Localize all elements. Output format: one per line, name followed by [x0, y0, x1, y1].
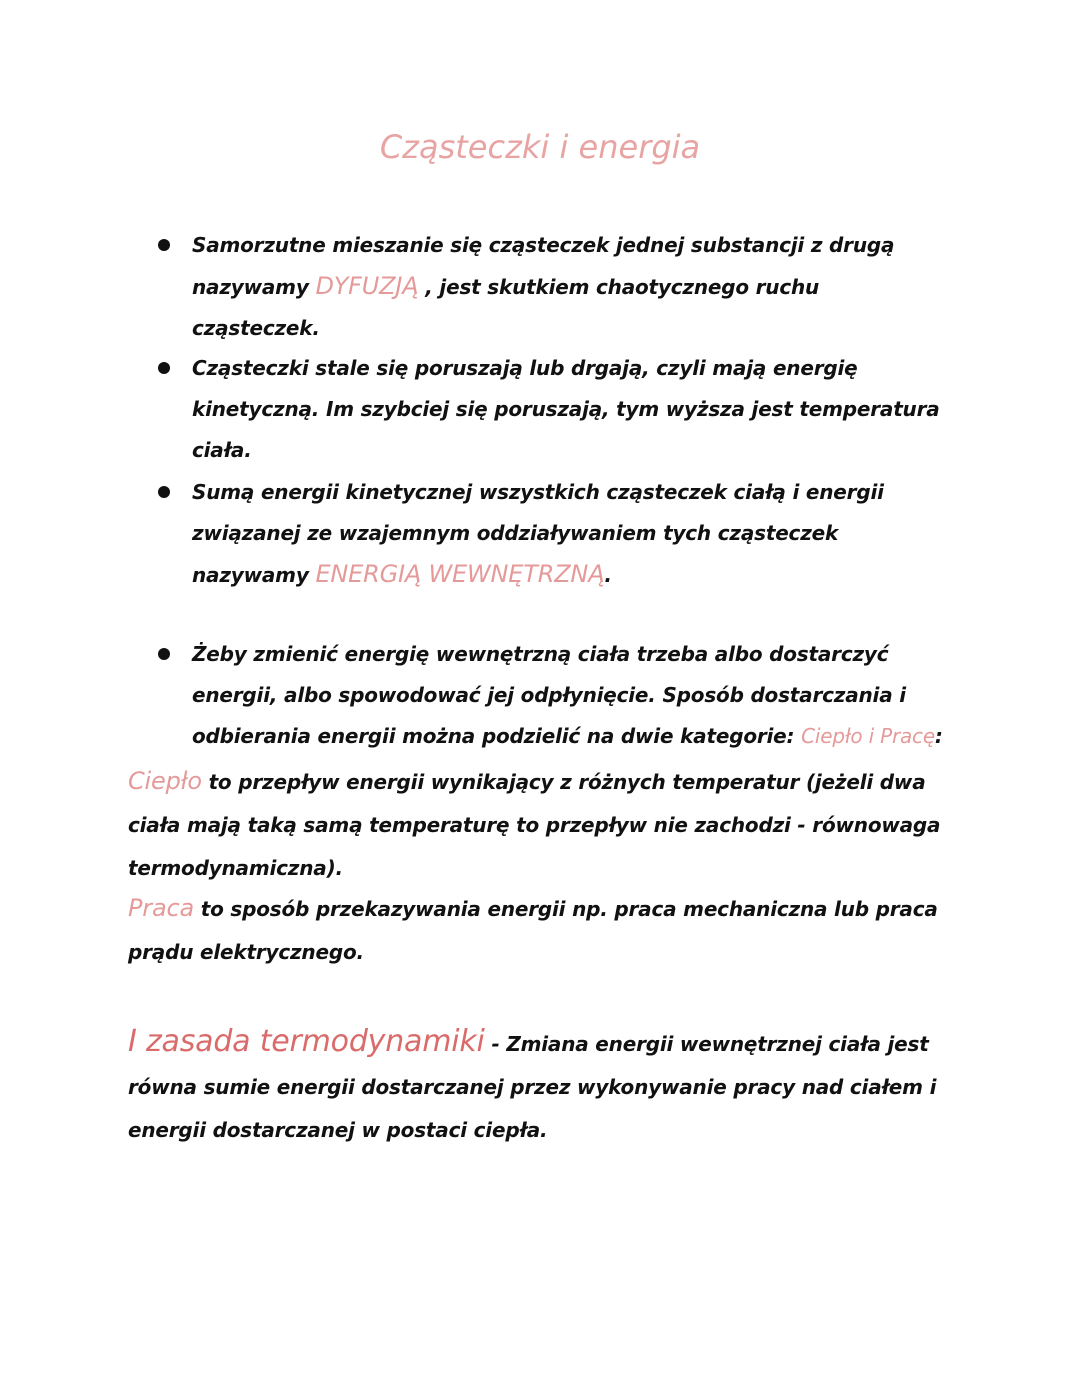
bullet-internal-energy	[158, 472, 948, 596]
bullet-text-pre: Żeby zmienić energię wewnętrzną ciała trzeba albo dostarczyć energii, albo spowodować jej odpłynięcie. Sposób dostarczania i odbierania energii można podzielić na dwie kategorie:	[192, 642, 906, 748]
bullet-dot	[158, 239, 170, 251]
bullet-dot	[158, 648, 170, 660]
bullet-text-pre: Samorzutne mieszanie się cząsteczek jednej substancji z drugą nazywamy	[192, 233, 895, 299]
work-text: to sposób przekazywania energii np. praca mechaniczna lub praca prądu elektrycznego.	[128, 897, 938, 964]
term-heat: Ciepło	[128, 767, 202, 795]
term-work: Praca	[128, 894, 194, 922]
page-title: Cząsteczki i energia	[379, 128, 701, 166]
term-first-law: I zasada termodynamiki	[128, 1024, 485, 1059]
bullet-dot	[158, 486, 170, 498]
bullet-kinetic-energy	[158, 348, 948, 471]
term-diffusion: DYFUZJĄ	[315, 272, 419, 300]
heat-definition	[128, 760, 948, 890]
bullet-diffusion	[158, 225, 948, 349]
term-heat-and-work: Ciepło i Pracę	[801, 724, 935, 748]
bullet-text	[192, 472, 948, 596]
work-definition	[128, 887, 948, 974]
first-law	[128, 1020, 948, 1152]
bullet-text-post: .	[604, 563, 612, 587]
bullet-text-post: , jest skutkiem chaotycznego ruchu cząsteczek.	[192, 275, 820, 340]
bullet-text-post: :	[934, 724, 943, 748]
bullet-text	[192, 634, 948, 757]
term-internal-energy: ENERGIĄ WEWNĘTRZNĄ	[315, 560, 605, 588]
bullet-text-pre: Sumą energii kinetycznej wszystkich cząsteczek ciałą i energii związanej ze wzajemnym oddziaływaniem tych cząsteczek nazywamy	[192, 480, 884, 587]
bullet-dot	[158, 362, 170, 374]
heat-text: to przepływ energii wynikający z różnych temperatur (jeżeli dwa ciała mają taką samą temperaturę to przepływ nie zachodzi - równowaga termodynamiczna).	[128, 770, 941, 880]
first-law-text: - Zmiana energii wewnętrznej ciała jest równa sumie energii dostarczanej przez wykonywanie pracy nad ciałem i energii dostarczanej w postaci ciepła.	[128, 1032, 937, 1142]
bullet-text: Cząsteczki stale się poruszają lub drgają, czyli mają energię kinetyczną. Im szybciej się poruszają, tym wyższa jest temperatura ciała.	[192, 356, 940, 462]
bullet-energy-change	[158, 634, 948, 757]
bullet-text	[192, 225, 948, 349]
